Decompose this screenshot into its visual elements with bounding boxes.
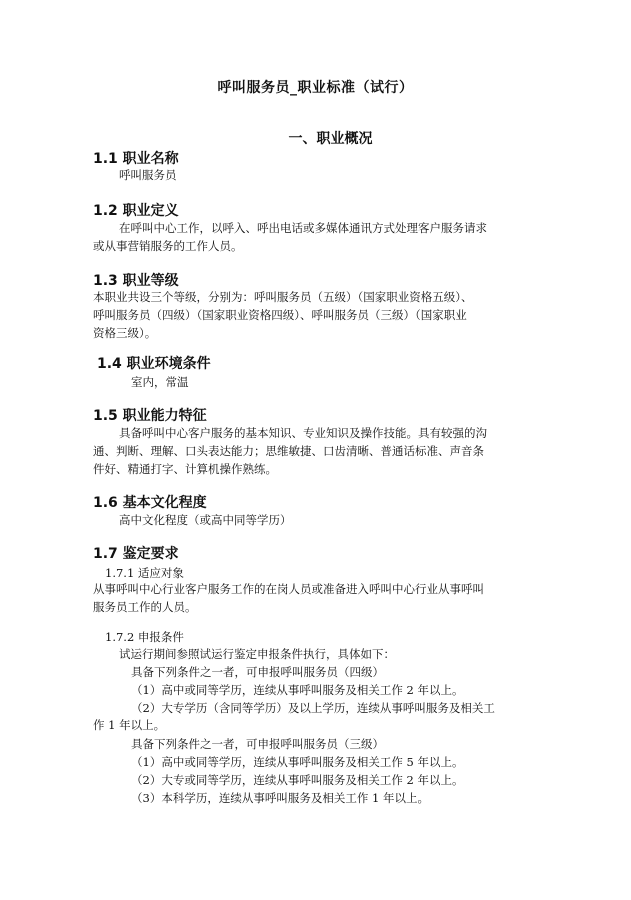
heading-1-4: 1.4 职业环境条件: [97, 356, 211, 372]
text-1-2-line2: 或从事营销服务的工作人员。: [93, 239, 243, 253]
text-1-7-2-line4: （2）大专学历（含同等学历）及以上学历，连续从事呼叫服务及相关工: [131, 701, 495, 715]
text-1-7-2-line5: 作 1 年以上。: [93, 718, 166, 732]
text-1-7-2-line7: （1）高中或同等学历，连续从事呼叫服务及相关工作 5 年以上。: [131, 755, 464, 769]
heading-1-2: 1.2 职业定义: [93, 203, 179, 219]
text-1-7-2-line2: 具备下列条件之一者，可申报呼叫服务员（四级）: [131, 665, 384, 679]
text-1-7-2-line8: （2）大专或同等学历，连续从事呼叫服务及相关工作 2 年以上。: [131, 773, 464, 787]
text-1-3-line1: 本职业共设三个等级，分别为：呼叫服务员（五级）（国家职业资格五级）、: [93, 290, 473, 304]
text-1-5-line1: 具备呼叫中心客户服务的基本知识、专业知识及操作技能。具有较强的沟: [119, 426, 487, 440]
text-1-7-2-line6: 具备下列条件之一者，可申报呼叫服务员（三级）: [131, 737, 384, 751]
subheading-1-7-2: 1.7.2 申报条件: [105, 630, 184, 644]
heading-1-6: 1.6 基本文化程度: [93, 495, 207, 511]
document-title: 呼叫服务员_职业标准（试行）: [217, 80, 414, 96]
heading-1-1: 1.1 职业名称: [93, 151, 179, 167]
text-1-7-2-line1: 试运行期间参照试运行鉴定申报条件执行，具体如下：: [119, 647, 395, 661]
heading-1-3: 1.3 职业等级: [93, 273, 179, 289]
heading-1-7: 1.7 鉴定要求: [93, 546, 179, 562]
text-1-7-2-line3: （1）高中或同等学历，连续从事呼叫服务及相关工作 2 年以上。: [131, 683, 464, 697]
text-1-4: 室内，常温: [131, 375, 189, 389]
text-1-7-1-line2: 服务员工作的人员。: [93, 600, 197, 614]
subheading-1-7-1: 1.7.1 适应对象: [105, 566, 184, 580]
text-1-6: 高中文化程度（或高中同等学历）: [119, 513, 292, 527]
text-1-3-line3: 资格三级）。: [93, 326, 157, 340]
text-1-5-line2: 通、判断、理解、口头表达能力；思维敏捷、口齿清晰、普通话标准、声音条: [93, 444, 484, 458]
heading-1-5: 1.5 职业能力特征: [93, 408, 207, 424]
text-1-2-line1: 在呼叫中心工作，以呼入、呼出电话或多媒体通讯方式处理客户服务请求: [119, 221, 487, 235]
text-1-7-1-line1: 从事呼叫中心行业客户服务工作的在岗人员或准备进入呼叫中心行业从事呼叫: [93, 582, 484, 596]
text-1-3-line2: 呼叫服务员（四级）（国家职业资格四级）、呼叫服务员（三级）（国家职业: [93, 308, 467, 322]
text-1-5-line3: 件好、精通打字、计算机操作熟练。: [93, 462, 277, 476]
text-1-7-2-line9: （3）本科学历，连续从事呼叫服务及相关工作 1 年以上。: [131, 791, 429, 805]
text-1-1: 呼叫服务员: [119, 168, 177, 182]
section-title: 一、职业概况: [288, 131, 373, 147]
